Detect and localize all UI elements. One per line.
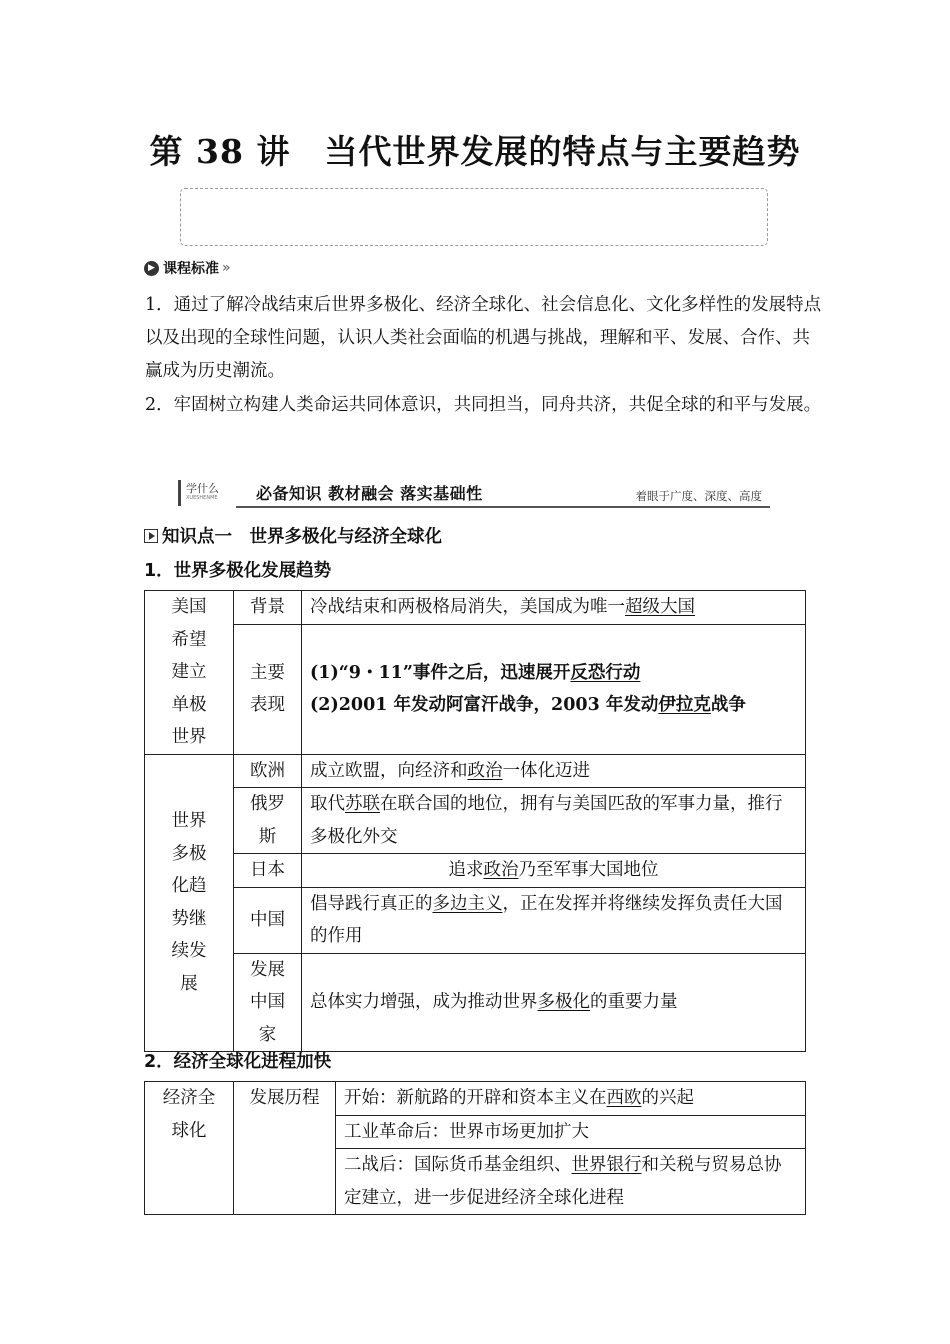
label-text: 主要表现 (250, 662, 285, 715)
play-icon: ▶ (144, 261, 159, 276)
text: 倡导践行真正的 (310, 893, 433, 914)
text: ，正在发挥并将继续发挥负责任大国的作用 (310, 893, 783, 946)
content-cell (302, 754, 806, 788)
text: 一体化迈进 (502, 760, 590, 781)
key-term: 多极化 (537, 992, 590, 1012)
label-cell: 发展历程 (234, 1082, 336, 1215)
content-cell (302, 854, 806, 888)
label-cell: 背景 (234, 591, 302, 625)
text: 的重要力量 (590, 992, 678, 1012)
content-cell (302, 788, 806, 854)
page-title: 第 38 讲 当代世界发展的特点与主要趋势 (149, 132, 801, 171)
group-label: 经济全球化 (162, 1088, 216, 1141)
text: 和关税与贸易总协定建立，进一步促进经济全球化进程 (344, 1155, 782, 1208)
text: 二战后：国际货币基金组织、 (344, 1155, 572, 1175)
text: 取代 (310, 794, 345, 814)
key-term: 反恐行动 (570, 662, 641, 683)
text: (2)2001 年发动阿富汗战争，2003 年发动 (310, 695, 659, 715)
table-row (145, 624, 806, 754)
key-term: 苏联 (345, 794, 380, 814)
knowledge-point-label: 知识点一 世界多极化与经济全球化 (162, 527, 442, 547)
standard-item-2: 2．牢固树立构建人类命运共同体意识，共同担当，同舟共济，共促全球的和平与发展。 (145, 395, 822, 415)
text: 冷战结束和两极格局消失，美国成为唯一 (310, 597, 625, 617)
content-cell (302, 624, 806, 754)
content-cell: 工业革命后：世界市场更加扩大 (336, 1115, 806, 1149)
text: 在联合国的地位，拥有与美国匹敌的军事力量，推行多极化外交 (310, 794, 783, 847)
content-cell (336, 1149, 806, 1215)
line (310, 689, 797, 722)
content-cell (302, 887, 806, 953)
key-term: 政治 (467, 760, 503, 781)
standard-tag (144, 258, 231, 278)
section-banner (178, 478, 770, 508)
label-cell: 欧洲 (234, 754, 302, 788)
key-term: 多边主义 (432, 893, 503, 914)
banner-subtitle: 着眼于广度、深度、高度 (635, 489, 762, 503)
table-row (145, 1082, 806, 1116)
section-heading-1: 1．世界多极化发展趋势 (144, 561, 332, 581)
answer-box (180, 188, 768, 246)
label-cell (234, 624, 302, 754)
standard-item-1: 1．通过了解冷战结束后世界多极化、经济全球化、社会信息化、文化多样性的发展特点以及出现的全球性问题，认识人类社会面临的机遇与挑战，理解和平、发展、合作、共赢成为历史潮流。 (145, 295, 822, 381)
text: (1)“9・11”事件之后，迅速展开 (310, 662, 571, 683)
key-term: 西欧 (606, 1088, 642, 1108)
text: 战争 (710, 695, 746, 715)
group-label: 美国希望建立单极世界 (171, 597, 207, 747)
text: 总体实力增强，成为推动世界 (310, 992, 538, 1012)
text: 开始：新航路的开辟和资本主义在 (344, 1088, 607, 1108)
label-text: 发展中国家 (250, 959, 285, 1045)
table-row (145, 887, 806, 953)
double-chevron-icon: » (222, 260, 231, 276)
table-row (145, 591, 806, 625)
text: 的兴起 (641, 1088, 694, 1108)
section-heading-2: 2．经济全球化进程加快 (144, 1052, 332, 1072)
group-cell (145, 1082, 234, 1215)
key-term: 伊拉克 (658, 695, 711, 715)
banner-divider (236, 506, 770, 508)
line (310, 657, 797, 690)
multipolar-table (144, 590, 806, 1052)
group-cell (145, 591, 234, 755)
globalization-table (144, 1081, 806, 1215)
text: 追求 (448, 860, 484, 880)
text: 乃至军事大国地位 (518, 860, 659, 880)
key-term: 超级大国 (625, 597, 695, 617)
standard-tag-label: 课程标准 (163, 261, 219, 277)
knowledge-point-heading (144, 523, 442, 548)
content-cell (336, 1082, 806, 1116)
banner-logo-text: 学什么 (186, 482, 219, 495)
label-cell (234, 953, 302, 1052)
content-cell (302, 591, 806, 625)
group-cell (145, 754, 234, 1052)
table-row (145, 953, 806, 1052)
label-cell: 中国 (234, 887, 302, 953)
banner-logo: 学什么 XUESHENME (178, 480, 236, 506)
table-row (145, 788, 806, 854)
label-text: 俄罗斯 (250, 794, 285, 847)
key-term: 政治 (483, 860, 519, 880)
label-cell (234, 788, 302, 854)
content-cell (302, 953, 806, 1052)
table-row (145, 754, 806, 788)
key-term: 世界银行 (571, 1155, 642, 1175)
text: 成立欧盟，向经济和 (310, 760, 468, 781)
group-label: 世界多极化趋势继续发展 (171, 811, 207, 994)
banner-title: 必备知识 教材融会 落实基础性 (256, 484, 483, 503)
label-cell: 日本 (234, 854, 302, 888)
table-row (145, 854, 806, 888)
triangle-icon (144, 529, 158, 543)
